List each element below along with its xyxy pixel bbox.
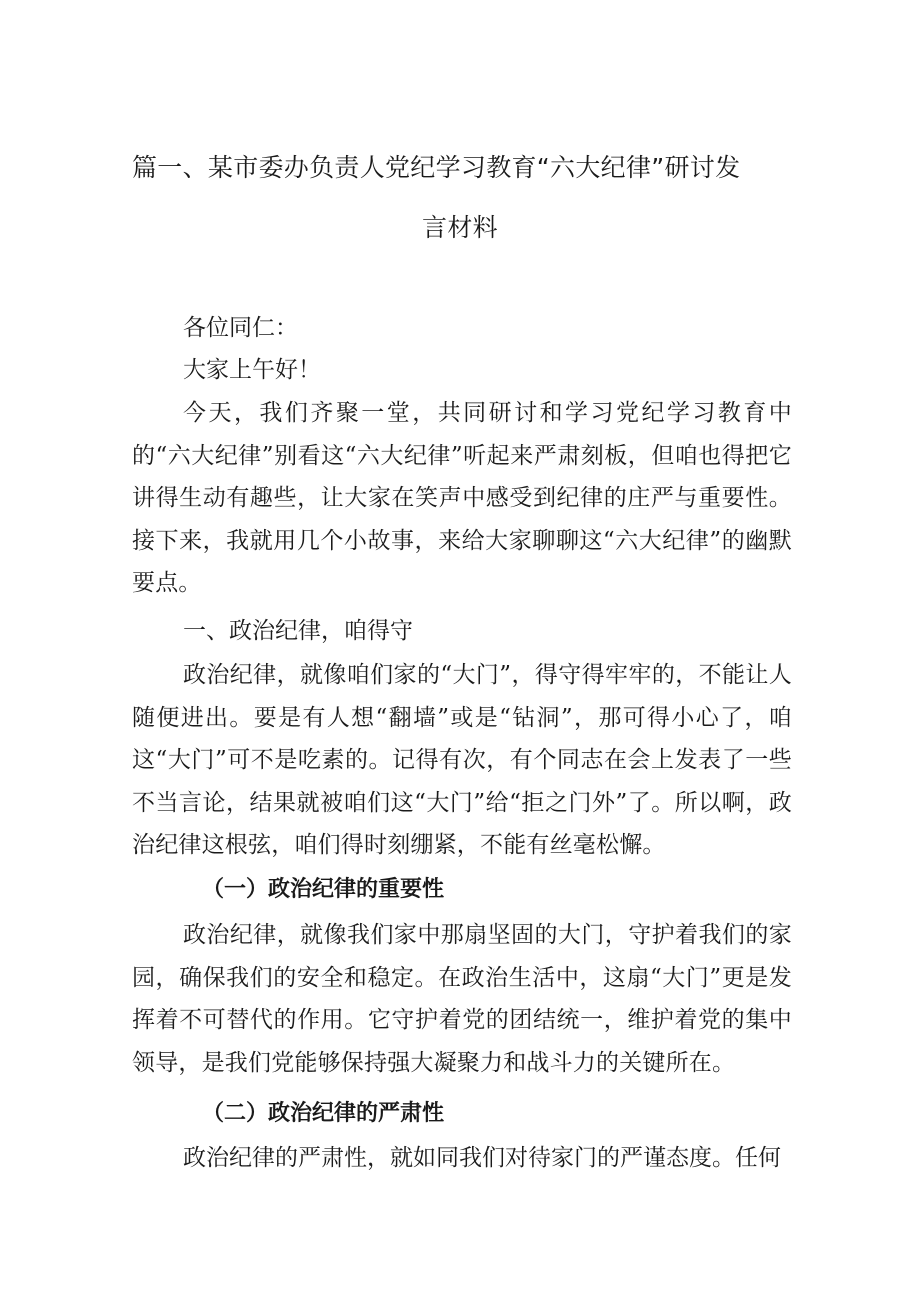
subsection-2-paragraph: 政治纪律的严肃性，就如同我们对待家门的严谨态度。任何 — [183, 1145, 781, 1171]
salutation: 各位同仁： — [183, 315, 298, 341]
intro-paragraph: 今天，我们齐聚一堂，共同研讨和学习党纪学习教育中的“六大纪律”别看这“六大纪律”听起来严肃刻板，但咱也得把它讲得生动有趣些，让大家在笑声中感受到纪律的庄严与重要性。接下来，我就用几个小故事，来给大家聊聊这“六大纪律”的幽默要点。 — [132, 400, 792, 597]
subsection-2-heading: （二）政治纪律的严肃性 — [202, 1100, 445, 1126]
section-1-heading: 一、政治纪律，咱得守 — [183, 618, 413, 644]
section-1-paragraph: 政治纪律，就像咱们家的“大门”，得守得牢牢的，不能让人随便进出。要是有人想“翻墙”或是“钻洞”，那可得小心了，咱这“大门”可不是吃素的。记得有次，有个同志在会上发表了一些不当言论，结果就被咱们这“大门”给“拒之门外”了。所以啊，政治纪律这根弦，咱们得时刻绷紧，不能有丝毫松懈。 — [132, 662, 792, 859]
subsection-1-paragraph: 政治纪律，就像我们家中那扇坚固的大门，守护着我们的家园，确保我们的安全和稳定。在政治生活中，这扇“大门”更是发挥着不可替代的作用。它守护着党的团结统一，维护着党的集中领导，是我们党能够保持强大凝聚力和战斗力的关键所在。 — [132, 922, 792, 1076]
subsection-1-heading: （一）政治纪律的重要性 — [202, 876, 445, 902]
document-title-line-1: 篇一、某市委办负责人党纪学习教育“六大纪律”研讨发 — [132, 153, 741, 182]
greeting: 大家上午好！ — [183, 357, 321, 383]
document-title-line-2: 言材料 — [422, 213, 498, 242]
